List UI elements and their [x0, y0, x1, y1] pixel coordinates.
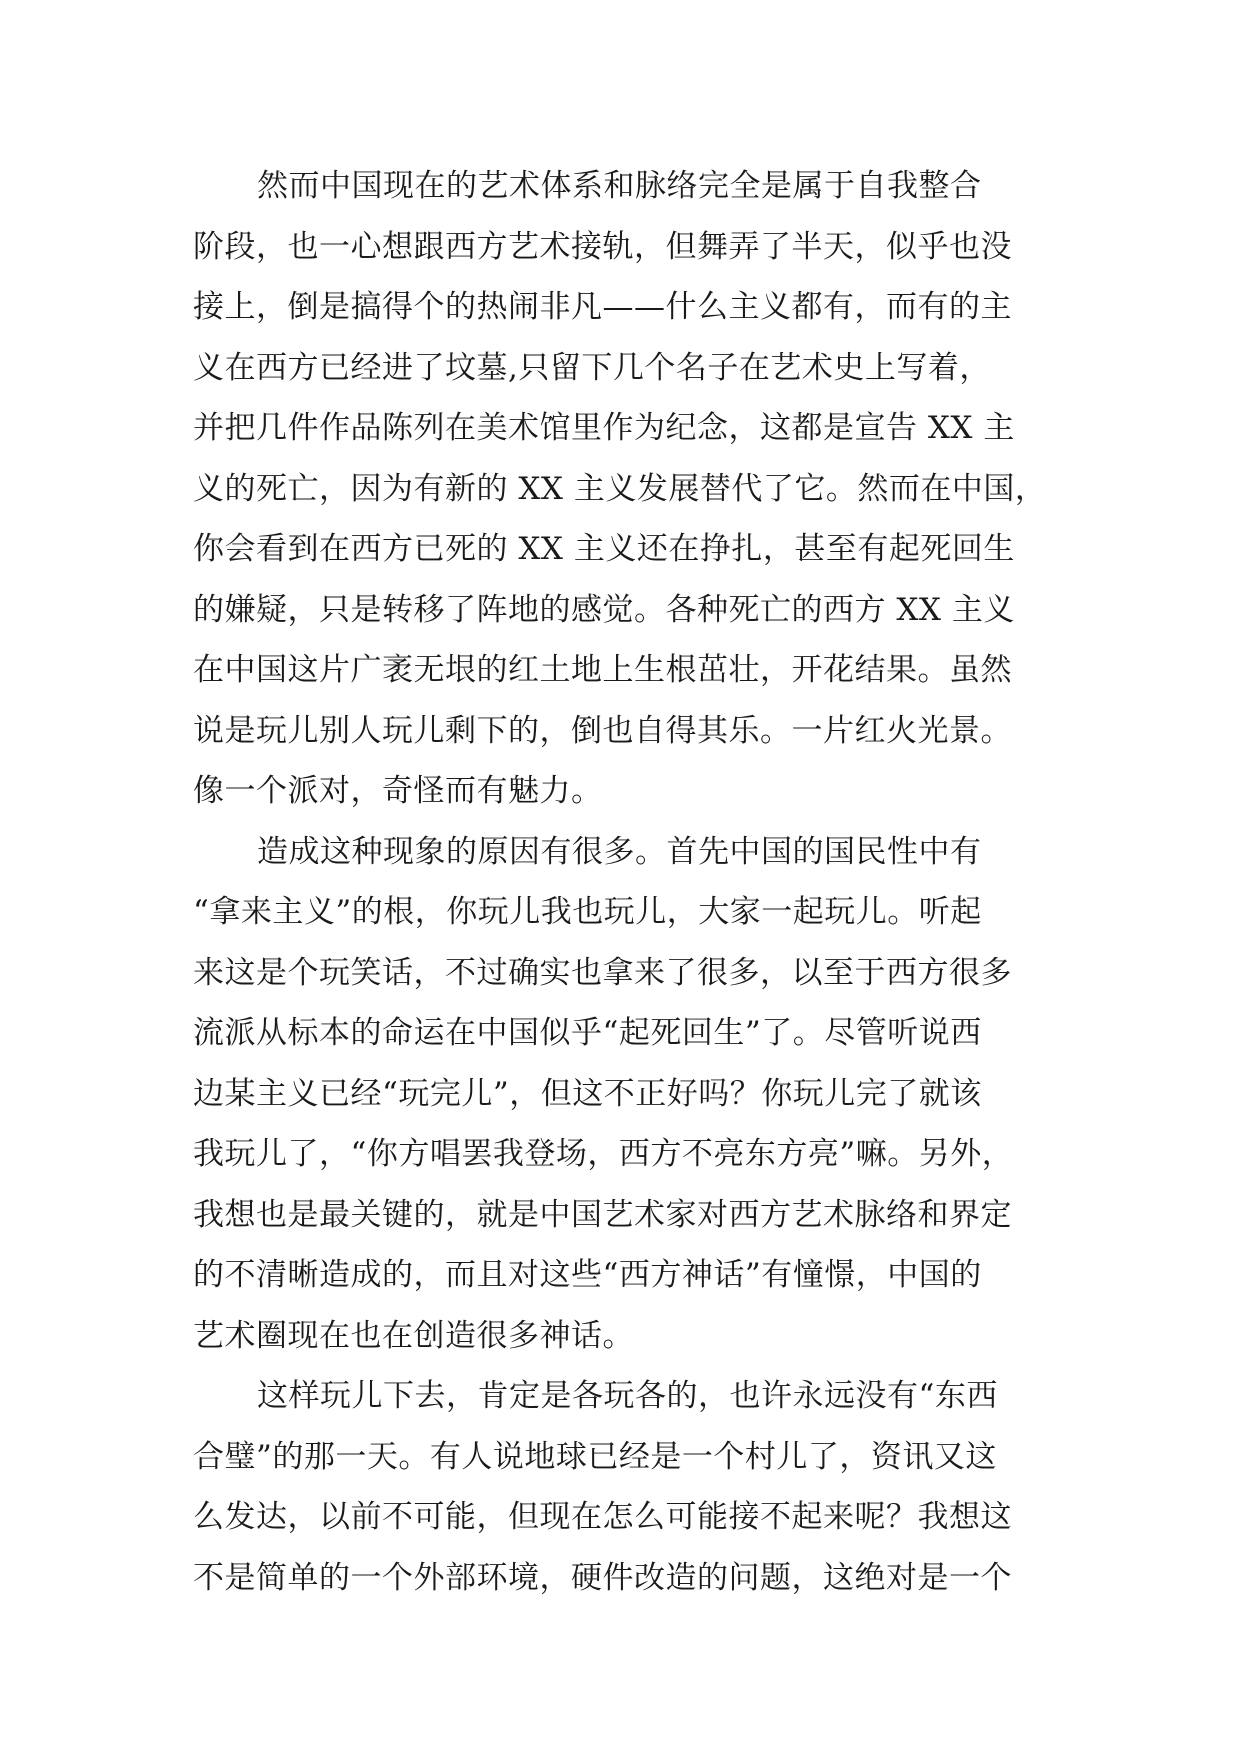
text-line: 来这是个玩笑话，不过确实也拿来了很多，以至于西方很多 — [193, 954, 1012, 991]
text-line: 我想也是最关键的，就是中国艺术家对西方艺术脉络和界定 — [193, 1196, 1012, 1233]
text-line: 并把几件作品陈列在美术馆里作为纪念，这都是宣告 XX 主 — [193, 410, 1015, 446]
paragraph-3 — [193, 1366, 1073, 1608]
text-line: 接上，倒是搞得个的热闹非凡——什么主义都有，而有的主 — [193, 289, 1012, 325]
text-line: 造成这种现象的原因有很多。首先中国的国民性中有 — [257, 833, 982, 870]
text-line: 在中国这片广袤无垠的红土地上生根茁壮，开花结果。虽然 — [193, 652, 1012, 688]
text-line: 不是简单的一个外部环境，硬件改造的问题，这绝对是一个 — [193, 1559, 1012, 1596]
text-line: 说是玩儿别人玩儿剩下的，倒也自得其乐。一片红火光景。 — [193, 712, 1012, 749]
text-line: 然而中国现在的艺术体系和脉络完全是属于自我整合 — [257, 168, 982, 204]
text-line: 你会看到在西方已死的 XX 主义还在挣扎，甚至有起死回生 — [193, 531, 1015, 567]
text-line: 我玩儿了，“你方唱罢我登场，西方不亮东方亮”嘛。另外， — [193, 1136, 1014, 1172]
text-line: 边某主义已经“玩完儿”，但这不正好吗？你玩儿完了就该 — [193, 1075, 982, 1112]
text-line: 像一个派对，奇怪而有魅力。 — [193, 773, 603, 809]
text-line: 的不清晰造成的，而且对这些“西方神话”有憧憬，中国的 — [193, 1257, 982, 1293]
text-line: 流派从标本的命运在中国似乎“起死回生”了。尽管听说西 — [193, 1015, 982, 1051]
text-line: 义的死亡，因为有新的 XX 主义发展替代了它。然而在中国， — [193, 470, 1047, 507]
text-line: 么发达，以前不可能，但现在怎么可能接不起来呢？我想这 — [193, 1499, 1012, 1535]
text-line: 艺术圈现在也在创造很多神话。 — [193, 1317, 634, 1354]
paragraph-2 — [193, 822, 1073, 1367]
text-line: “拿来主义”的根，你玩儿我也玩儿，大家一起玩儿。听起 — [193, 894, 982, 930]
text-line: 义在西方已经进了坟墓,只留下几个名子在艺术史上写着， — [193, 349, 991, 386]
document-body — [193, 156, 1073, 1608]
text-line: 阶段，也一心想跟西方艺术接轨，但舞弄了半天，似乎也没 — [193, 228, 1012, 265]
text-line: 合璧”的那一天。有人说地球已经是一个村儿了，资讯又这 — [193, 1438, 997, 1475]
text-line: 的嫌疑，只是转移了阵地的感觉。各种死亡的西方 XX 主义 — [193, 591, 1015, 628]
text-line: 这样玩儿下去，肯定是各玩各的，也许永远没有“东西 — [257, 1378, 998, 1414]
paragraph-1 — [193, 156, 1073, 822]
